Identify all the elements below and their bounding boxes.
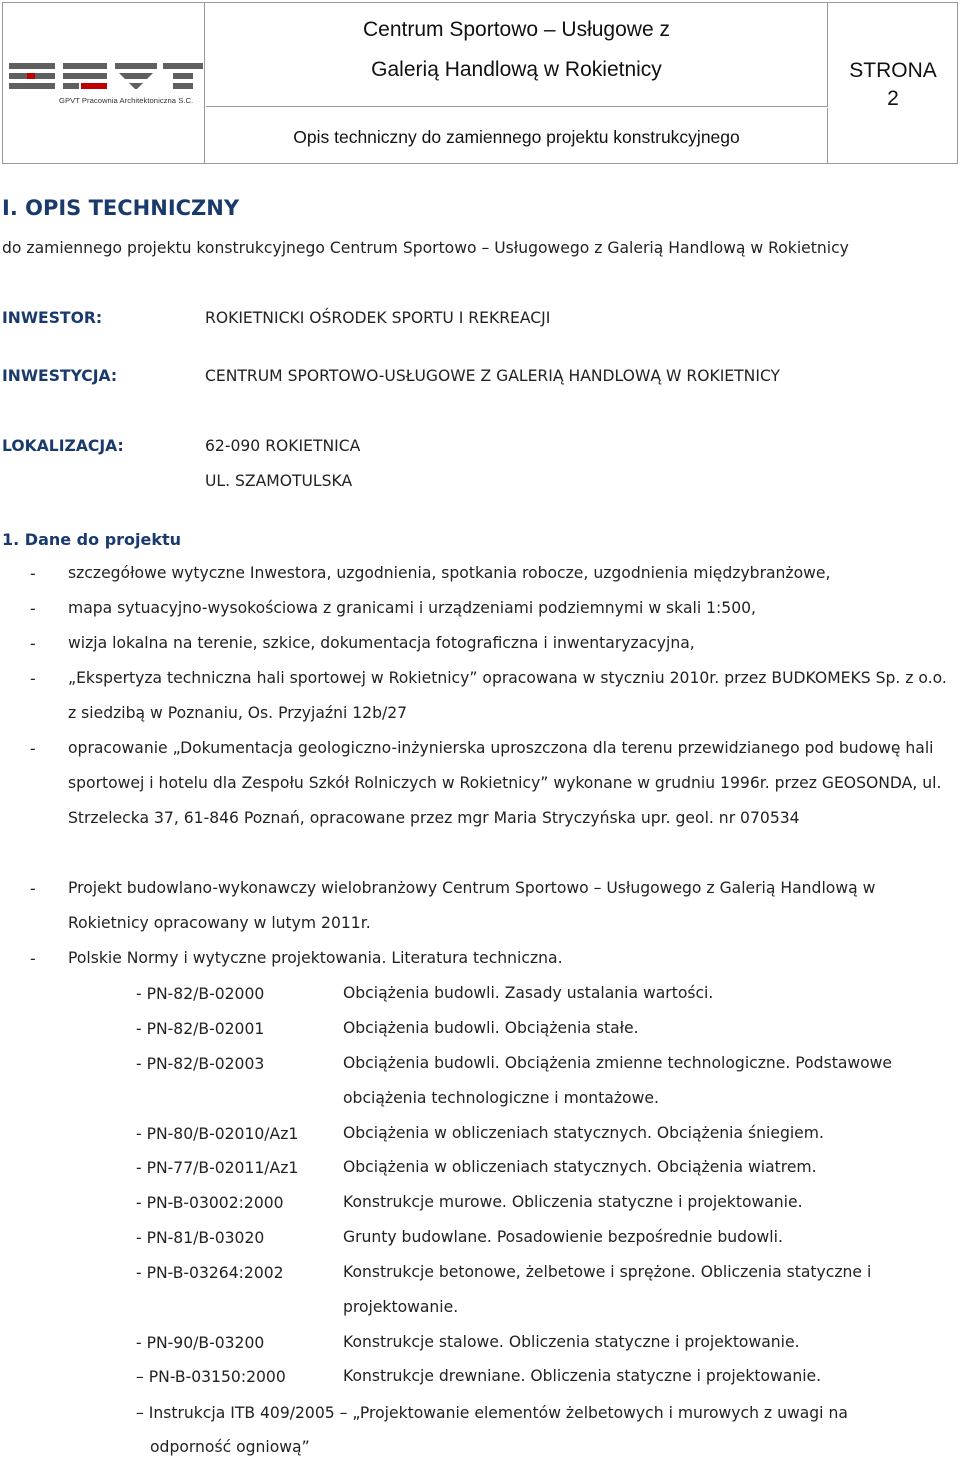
standard-code: - PN-82/B-02001 [136, 1020, 265, 1038]
list-item: wizja lokalna na terenie, szkice, dokumentacja fotograficzna i inwentaryzacyjna, [68, 634, 695, 652]
list-dash: - [30, 670, 36, 688]
list-item: mapa sytuacyjno-wysokościowa z granicami i urządzeniami podziemnymi w skali 1:500, [68, 599, 757, 617]
location-line2: UL. SZAMOTULSKA [205, 472, 353, 490]
standard-code: - PN-81/B-03020 [136, 1229, 265, 1247]
list-item: opracowanie „Dokumentacja geologiczno-inżynierska uproszczona dla terenu przewidzianego pod budowę hali sportowej i hotelu dla Zespołu Szkół Rolniczych w Rokietnicy” wykonane w grudniu 1996r. przez GEOSONDA, ul. Strzelecka 37, 61-846 Poznań, opracowane przez mgr Maria Stryczyńska upr. geol. nr 070534 [68, 739, 942, 827]
list-dash: - [30, 635, 36, 653]
logo-cell [3, 3, 205, 163]
investment-label: INWESTYCJA: [2, 367, 118, 385]
page-indicator [829, 3, 957, 163]
list-item: Projekt budowlano-wykonawczy wielobranżowy Centrum Sportowo – Usługowego z Galerią Handlową w Rokietnicy opracowany w lutym 2011r. [68, 879, 876, 932]
page-number: 2 [887, 87, 899, 110]
list-dash: - [30, 740, 36, 758]
standard-description: Obciążenia budowli. Obciążenia zmienne technologiczne. Podstawowe obciążenia technologiczne i montażowe. [343, 1054, 893, 1107]
standard-code: – PN-B-03150:2000 [136, 1368, 286, 1386]
header-title [206, 3, 828, 107]
intro-text: do zamiennego projektu konstrukcyjnego Centrum Sportowo – Usługowego z Galerią Handlową w Rokietnicy [2, 239, 849, 257]
standard-code: - PN-82/B-02000 [136, 985, 265, 1003]
list-item: „Ekspertyza techniczna hali sportowej w Rokietnicy” opracowana w styczniu 2010r. przez BUDKOMEKS Sp. z o.o. z siedzibą w Poznaniu, Os. Przyjaźni 12b/27 [68, 669, 947, 722]
standard-description: Konstrukcje drewniane. Obliczenia statyczne i projektowanie. [343, 1367, 822, 1385]
list-dash: - [30, 600, 36, 618]
standard-code: - PN-77/B-02011/Az1 [136, 1159, 299, 1177]
standard-description: Obciążenia budowli. Obciążenia stałe. [343, 1019, 639, 1037]
standard-code: - PN-B-03002:2000 [136, 1194, 284, 1212]
header-subtitle: Opis techniczny do zamiennego projektu konstrukcyjnego [206, 108, 828, 163]
standard-description: Konstrukcje betonowe, żelbetowe i sprężone. Obliczenia statyczne i projektowanie. [343, 1263, 872, 1316]
list-item: Polskie Normy i wytyczne projektowania. Literatura techniczna. [68, 949, 563, 967]
standard-description: Konstrukcje stalowe. Obliczenia statyczne i projektowanie. [343, 1333, 800, 1351]
standard-code: - PN-B-03264:2002 [136, 1264, 284, 1282]
document-heading: I. OPIS TECHNICZNY [2, 196, 240, 220]
standard-code: - PN-80/B-02010/Az1 [136, 1125, 299, 1143]
list-dash: - [30, 950, 36, 968]
logo-caption: GPVT Pracownia Architektoniczna S.C. [59, 96, 194, 105]
header-title-line2: Galerią Handlową w Rokietnicy [371, 58, 662, 81]
standard-description: Obciążenia w obliczeniach statycznych. Obciążenia wiatrem. [343, 1158, 817, 1176]
standard-description: Obciążenia w obliczeniach statycznych. Obciążenia śniegiem. [343, 1124, 824, 1142]
header-title-line1: Centrum Sportowo – Usługowe z [363, 18, 670, 41]
list-dash: - [30, 565, 36, 583]
location-line1: 62-090 ROKIETNICA [205, 437, 361, 455]
standard-description: Konstrukcje murowe. Obliczenia statyczne i projektowanie. [343, 1193, 803, 1211]
standard-code: - PN-82/B-02003 [136, 1055, 265, 1073]
list-dash: - [30, 880, 36, 898]
itb-instruction-line2: odporność ogniową” [150, 1438, 310, 1456]
itb-instruction-line1: – Instrukcja ITB 409/2005 – „Projektowanie elementów żelbetowych i murowych z uwagi na [136, 1404, 848, 1422]
investor-label: INWESTOR: [2, 309, 103, 327]
company-logo [7, 55, 203, 91]
investor-value: ROKIETNICKI OŚRODEK SPORTU I REKREACJI [205, 309, 551, 327]
standard-description: Obciążenia budowli. Zasady ustalania wartości. [343, 984, 714, 1002]
section-title: 1. Dane do projektu [2, 530, 182, 549]
standard-description: Grunty budowlane. Posadowienie bezpośrednie budowli. [343, 1228, 783, 1246]
standard-code: - PN-90/B-03200 [136, 1334, 265, 1352]
page-label: STRONA [849, 59, 937, 82]
list-item: szczegółowe wytyczne Inwestora, uzgodnienia, spotkania robocze, uzgodnienia międzybranżowe, [68, 564, 831, 582]
location-label: LOKALIZACJA: [2, 437, 124, 455]
document-header [2, 2, 958, 164]
investment-value: CENTRUM SPORTOWO-USŁUGOWE Z GALERIĄ HANDLOWĄ W ROKIETNICY [205, 367, 781, 385]
